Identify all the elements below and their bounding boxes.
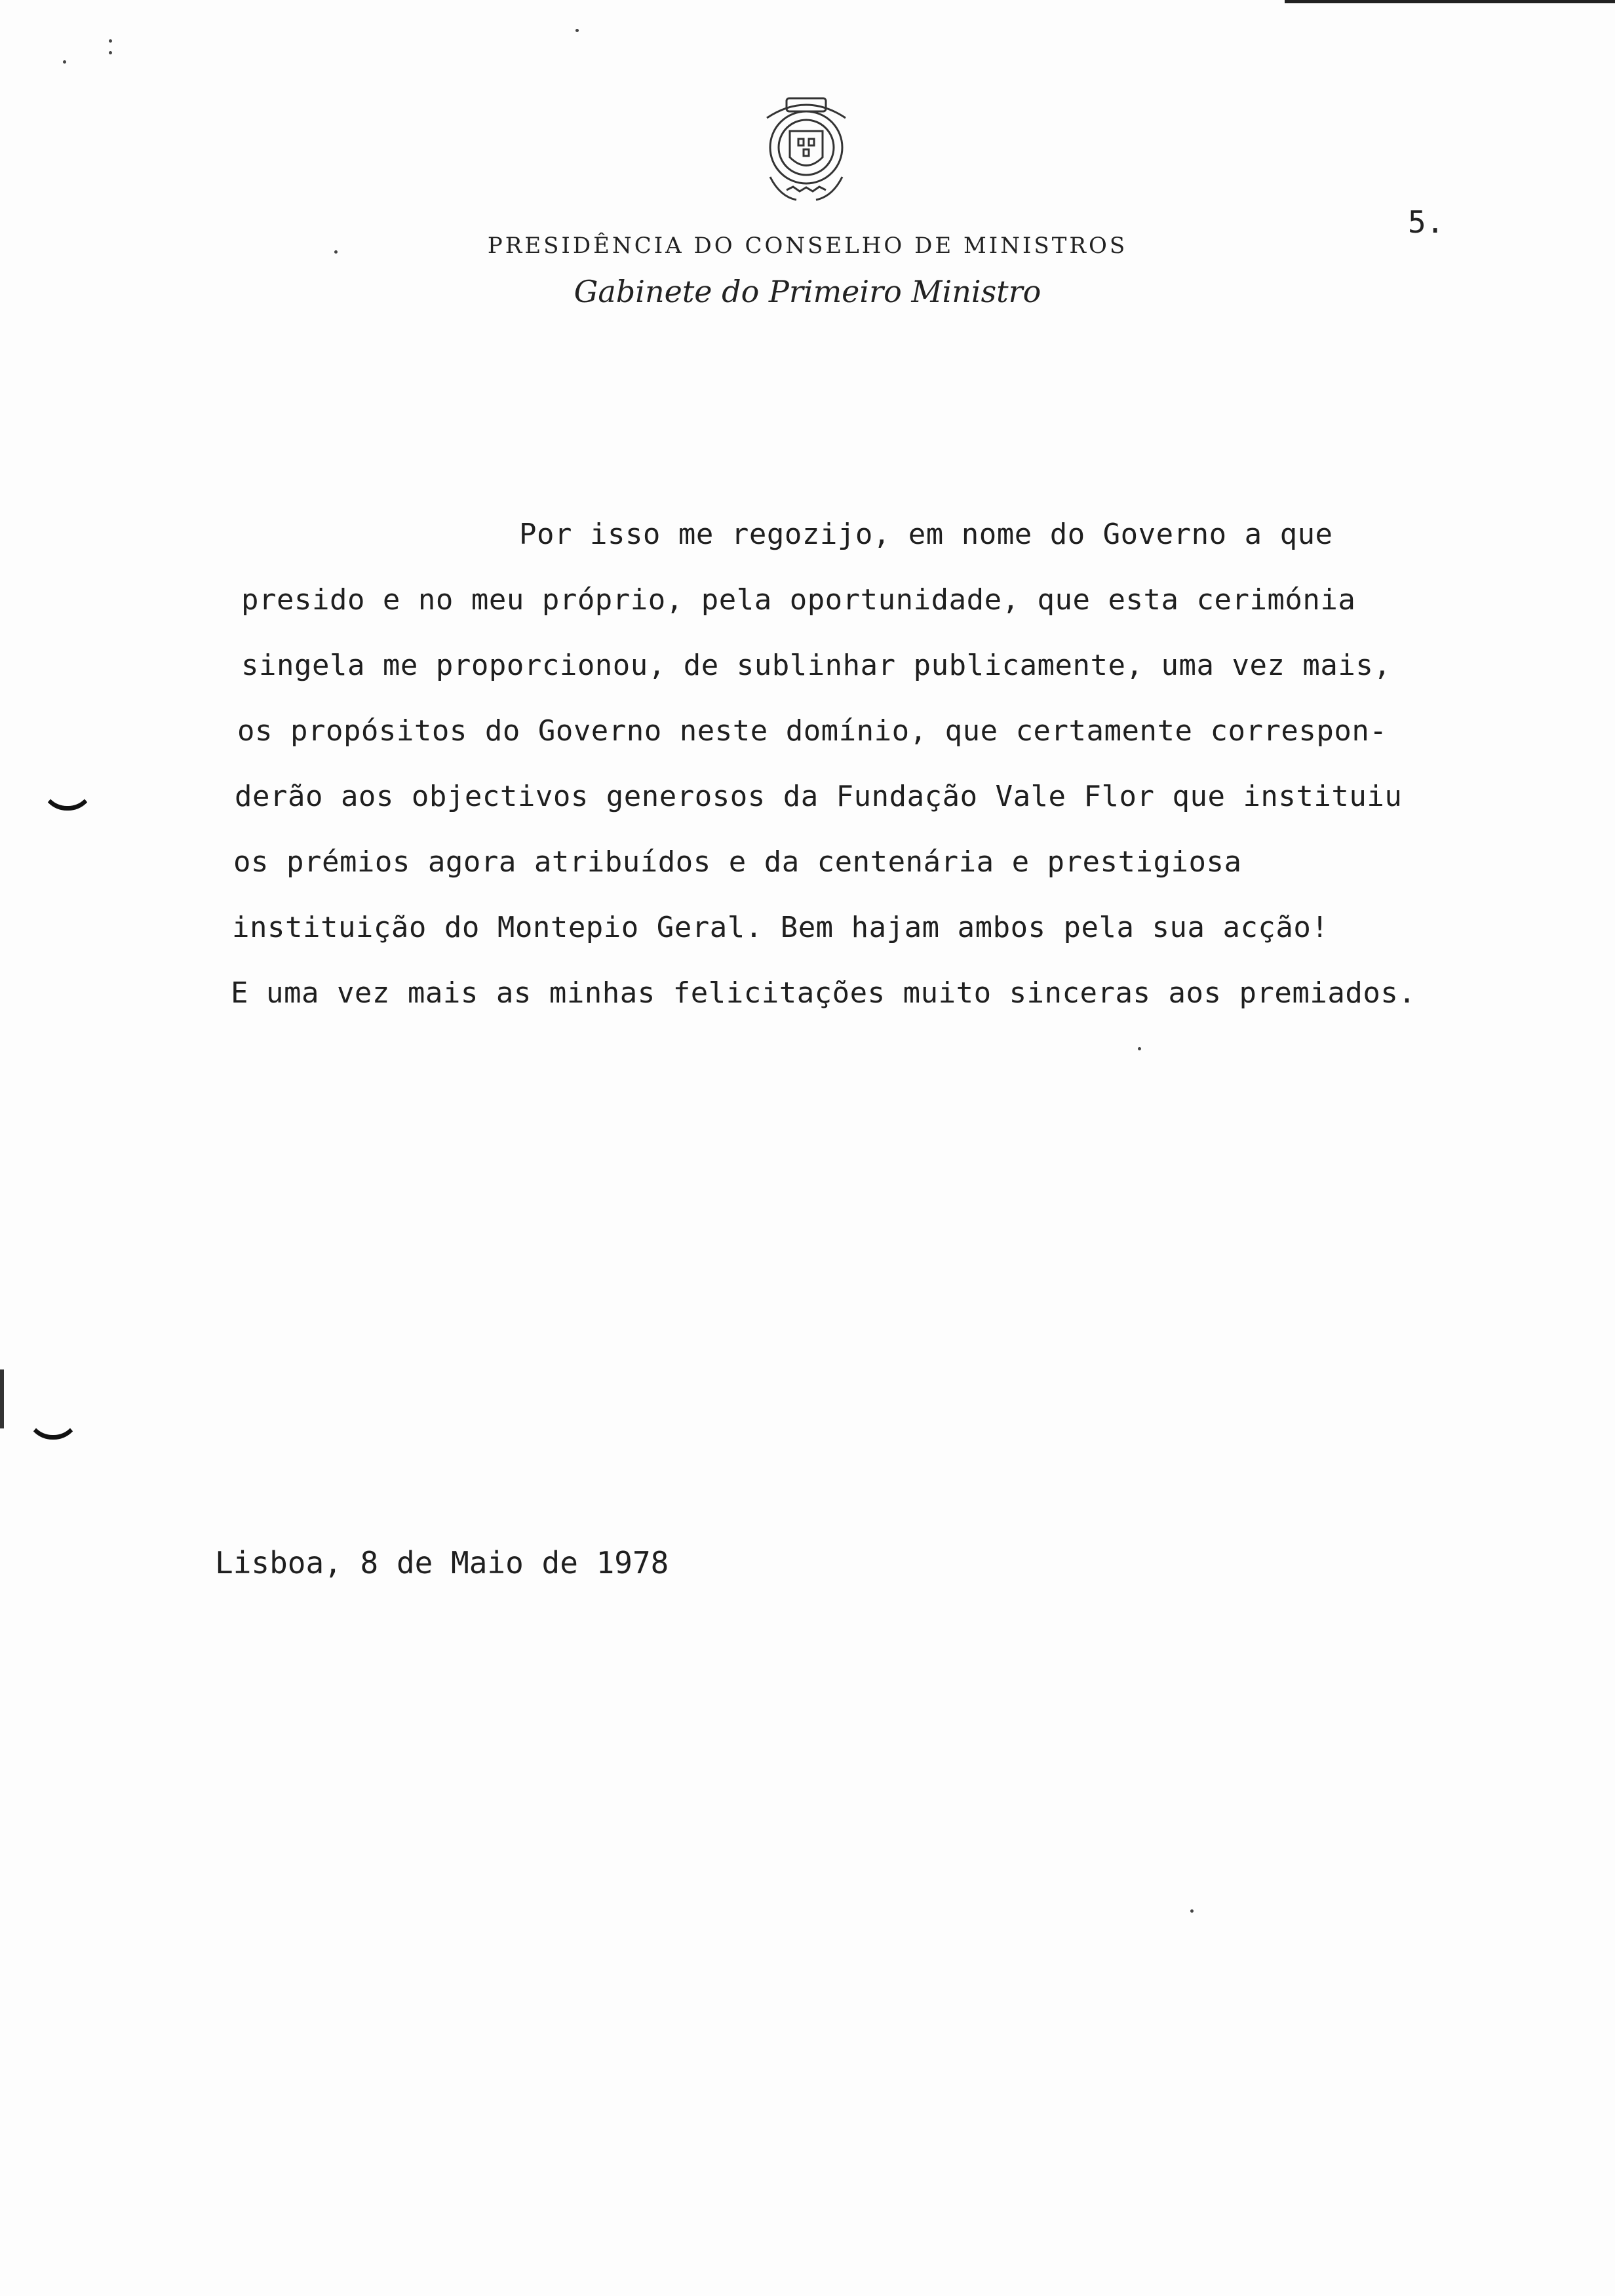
scan-speck: [334, 250, 338, 254]
body-line-2: presido e no meu próprio, pela oportunidade, que esta cerimónia: [241, 583, 1356, 617]
page-number: 5.: [1408, 204, 1445, 240]
scan-speck: [109, 51, 112, 54]
scan-speck: [575, 29, 579, 32]
scan-speck: [63, 60, 66, 64]
scan-speck: [109, 39, 112, 43]
dateline: Lisboa, 8 de Maio de 1978: [215, 1545, 669, 1580]
body-line-6: os prémios agora atribuídos e da centenária e prestigiosa: [233, 845, 1242, 879]
scan-edge-mark: [0, 1369, 4, 1428]
body-line-1: Por isso me regozijo, em nome do Governo a que: [519, 518, 1333, 551]
body-line-5: derão aos objectivos generosos da Fundação Vale Flor que instituiu: [235, 780, 1403, 813]
punch-hole-mark-lower: [26, 1409, 80, 1440]
top-edge-rule: [1285, 0, 1615, 3]
coat-of-arms-icon: [741, 92, 872, 210]
body-line-8: E uma vez mais as minhas felicitações muito sinceras aos premiados.: [231, 976, 1416, 1010]
scan-speck: [1190, 1909, 1194, 1913]
punch-hole-mark-upper: [41, 780, 94, 811]
letterhead-title: PRESIDÊNCIA DO CONSELHO DE MINISTROS: [487, 233, 1128, 259]
body-line-4: os propósitos do Governo neste domínio, que certamente correspon-: [237, 714, 1388, 748]
body-line-7: instituição do Montepio Geral. Bem hajam ambos pela sua acção!: [232, 911, 1329, 944]
scan-speck: [1138, 1047, 1141, 1050]
body-line-3: singela me proporcionou, de sublinhar publicamente, uma vez mais,: [241, 649, 1391, 682]
letterhead-subtitle: Gabinete do Primeiro Ministro: [574, 274, 1041, 309]
